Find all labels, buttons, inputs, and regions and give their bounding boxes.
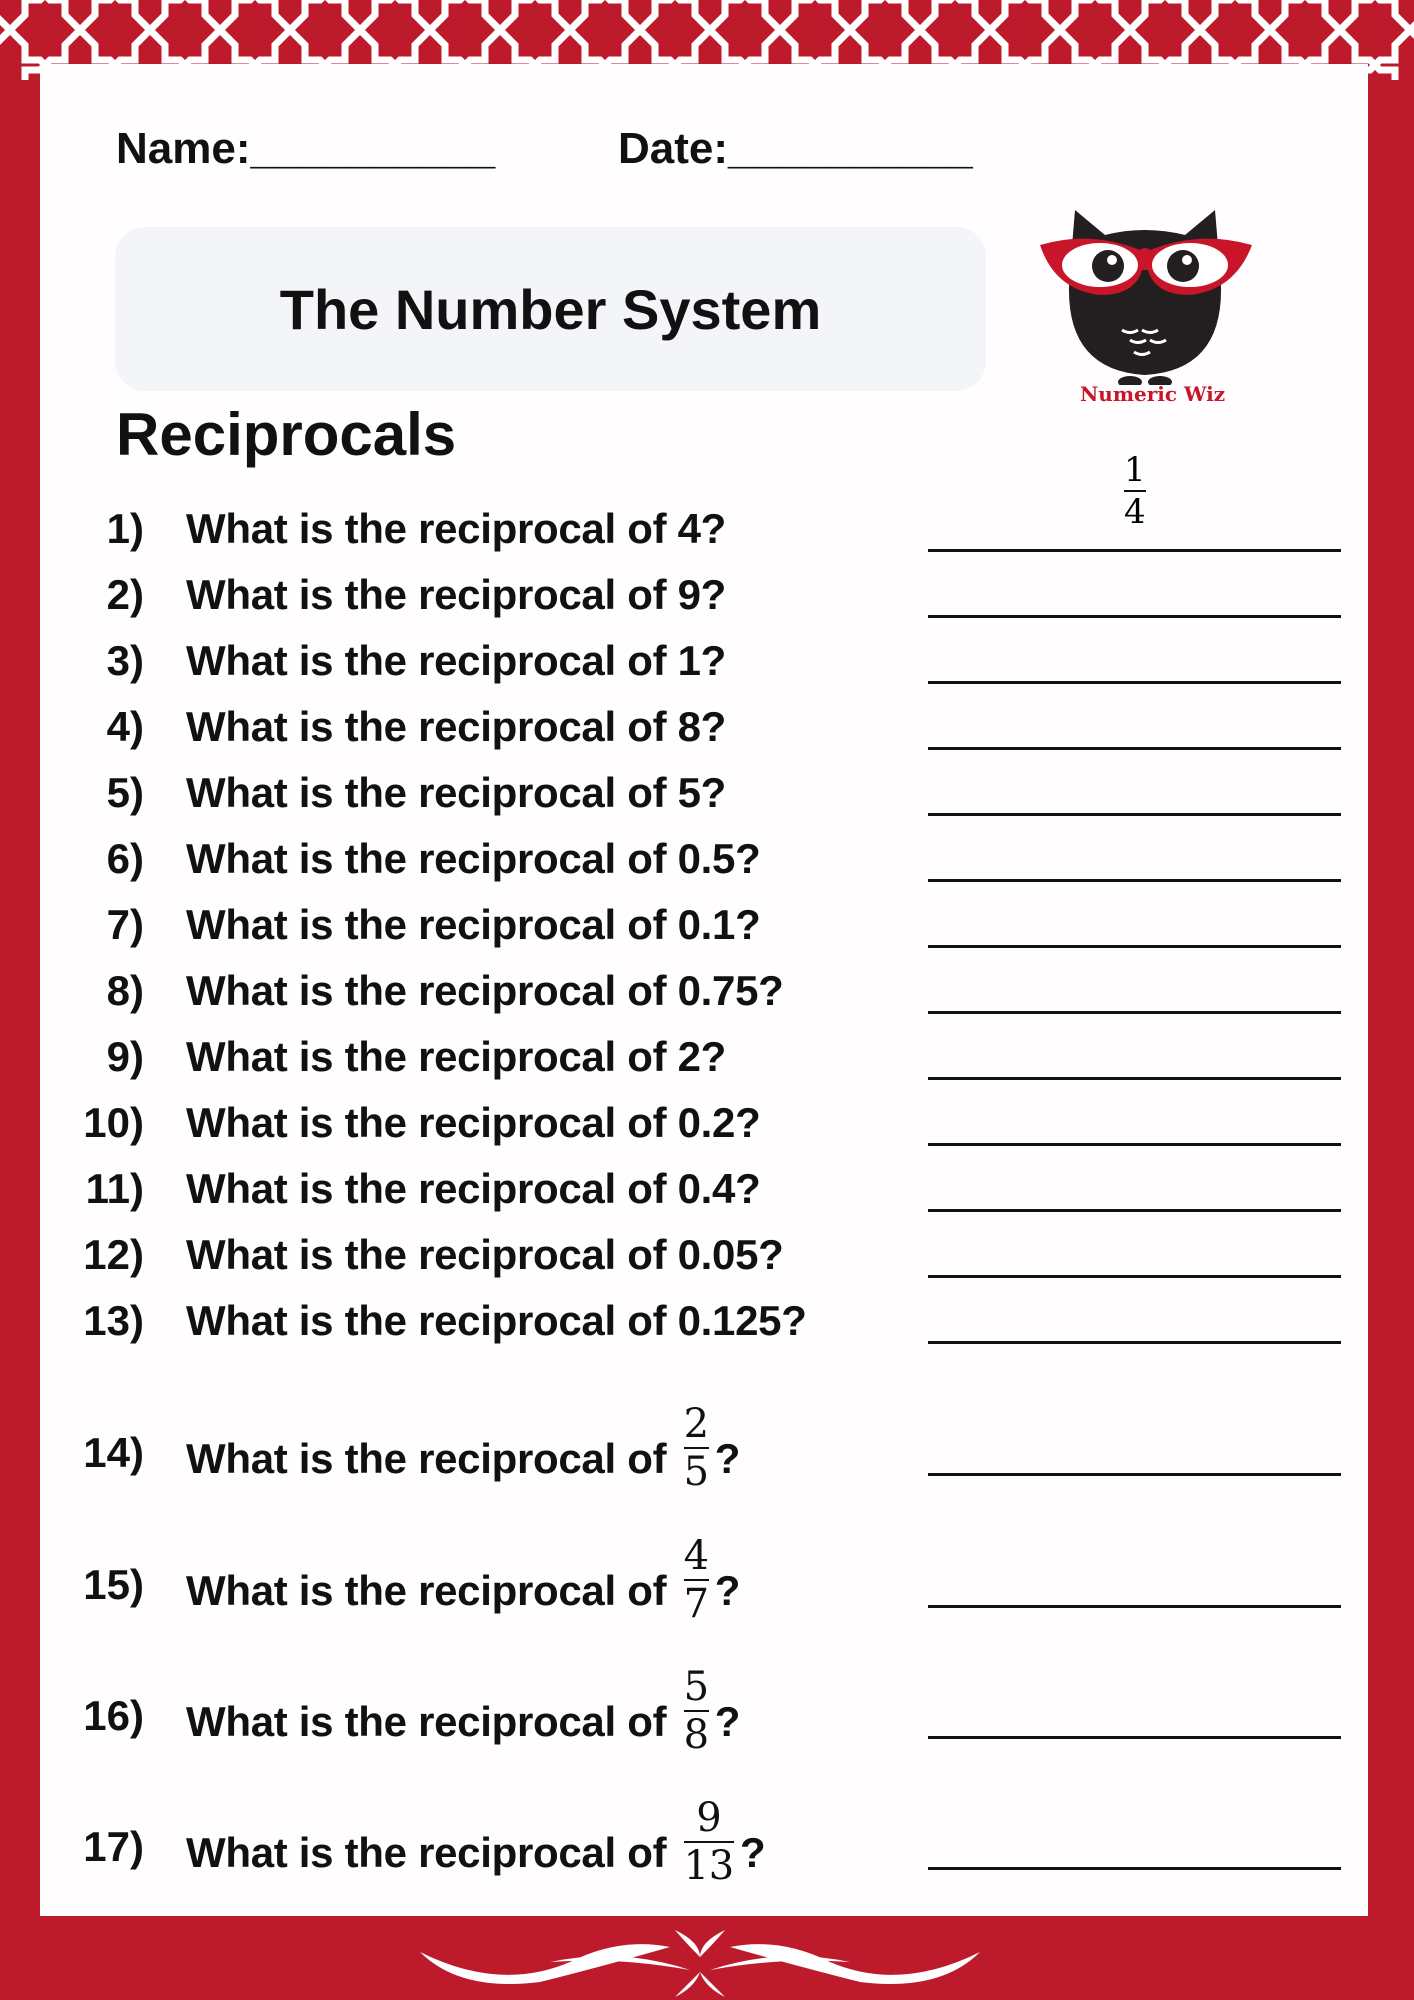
question-label: What is the reciprocal of 1? bbox=[186, 637, 727, 684]
denominator: 8 bbox=[683, 1712, 709, 1758]
question-label: What is the reciprocal of 0.05? bbox=[186, 1231, 784, 1278]
question-label: What is the reciprocal of 8? bbox=[186, 703, 727, 750]
question-number: 2) bbox=[106, 571, 144, 618]
question-label: What is the reciprocal of 0.125? bbox=[186, 1297, 807, 1344]
question-row bbox=[0, 1093, 1414, 1153]
question-row bbox=[0, 1533, 1414, 1627]
answer-line[interactable] bbox=[928, 1473, 1341, 1476]
question-text bbox=[186, 835, 760, 883]
question-number: 16) bbox=[83, 1692, 144, 1739]
answer-line[interactable] bbox=[928, 615, 1341, 618]
page-title: The Number System bbox=[115, 227, 986, 391]
numerator: 5 bbox=[683, 1664, 709, 1710]
question-label: What is the reciprocal of 0.5? bbox=[186, 835, 761, 882]
question-text bbox=[186, 769, 726, 817]
question-number: 17) bbox=[83, 1823, 144, 1870]
question-mark: ? bbox=[714, 1567, 741, 1615]
question-text bbox=[186, 1664, 741, 1758]
answer-line[interactable] bbox=[928, 1209, 1341, 1212]
denominator: 7 bbox=[683, 1581, 709, 1627]
numerator: 1 bbox=[1124, 450, 1146, 490]
question-text bbox=[186, 703, 726, 751]
question-text bbox=[186, 901, 760, 949]
answer-line[interactable] bbox=[928, 1275, 1341, 1278]
answer-line[interactable] bbox=[928, 1011, 1341, 1014]
question-number: 14) bbox=[83, 1429, 144, 1476]
question-row bbox=[0, 1027, 1414, 1087]
question-label: What is the reciprocal of bbox=[186, 1567, 667, 1615]
question-row bbox=[0, 1291, 1414, 1351]
question-row bbox=[0, 1159, 1414, 1219]
question-text bbox=[186, 571, 726, 619]
question-text bbox=[186, 1533, 741, 1627]
question-number: 8) bbox=[106, 967, 144, 1014]
question-number: 4) bbox=[106, 703, 144, 750]
section-heading: Reciprocals bbox=[116, 401, 457, 468]
question-text bbox=[186, 1401, 741, 1495]
question-label: What is the reciprocal of 9? bbox=[186, 571, 727, 618]
question-label: What is the reciprocal of bbox=[186, 1435, 667, 1483]
question-row bbox=[0, 1664, 1414, 1758]
brand-name: Numeric Wiz bbox=[1080, 382, 1226, 406]
numerator: 9 bbox=[696, 1795, 722, 1841]
question-fraction bbox=[684, 1664, 709, 1758]
question-text bbox=[186, 637, 726, 685]
question-label: What is the reciprocal of 2? bbox=[186, 1033, 727, 1080]
question-number: 13) bbox=[83, 1297, 144, 1344]
question-label: What is the reciprocal of 0.1? bbox=[186, 901, 761, 948]
question-number: 6) bbox=[106, 835, 144, 882]
question-row bbox=[0, 895, 1414, 955]
question-number: 15) bbox=[83, 1561, 144, 1608]
question-text bbox=[186, 1165, 760, 1213]
question-mark: ? bbox=[739, 1829, 766, 1877]
question-label: What is the reciprocal of 5? bbox=[186, 769, 727, 816]
question-label: What is the reciprocal of 0.4? bbox=[186, 1165, 761, 1212]
question-text bbox=[186, 1795, 766, 1889]
answer-line[interactable] bbox=[928, 1077, 1341, 1080]
decorative-flourish bbox=[400, 1922, 1000, 2000]
question-row bbox=[0, 499, 1414, 559]
answer-line[interactable] bbox=[928, 945, 1341, 948]
question-row bbox=[0, 961, 1414, 1021]
question-text bbox=[186, 1231, 784, 1279]
question-fraction bbox=[684, 1533, 709, 1627]
question-mark: ? bbox=[714, 1435, 741, 1483]
answer-line[interactable] bbox=[928, 1867, 1341, 1870]
answer-line[interactable] bbox=[928, 813, 1341, 816]
answer-line[interactable] bbox=[928, 747, 1341, 750]
question-number: 12) bbox=[83, 1231, 144, 1278]
numerator: 2 bbox=[683, 1401, 709, 1447]
question-text bbox=[186, 967, 784, 1015]
date-field[interactable]: Date:__________ bbox=[618, 124, 973, 173]
question-row bbox=[0, 631, 1414, 691]
denominator: 4 bbox=[1124, 492, 1146, 532]
question-row bbox=[0, 763, 1414, 823]
numerator: 4 bbox=[683, 1533, 709, 1579]
question-number: 3) bbox=[106, 637, 144, 684]
question-number: 11) bbox=[85, 1165, 144, 1212]
question-label: What is the reciprocal of 0.2? bbox=[186, 1099, 761, 1146]
question-text bbox=[186, 1033, 726, 1081]
question-number: 1) bbox=[106, 505, 144, 552]
question-text bbox=[186, 505, 726, 553]
question-row bbox=[0, 565, 1414, 625]
answer-line[interactable] bbox=[928, 681, 1341, 684]
answer-line[interactable] bbox=[928, 549, 1341, 552]
answer-line[interactable] bbox=[928, 1341, 1341, 1344]
question-row bbox=[0, 697, 1414, 757]
question-row bbox=[0, 1225, 1414, 1285]
question-mark: ? bbox=[714, 1698, 741, 1746]
question-number: 9) bbox=[106, 1033, 144, 1080]
question-number: 5) bbox=[106, 769, 144, 816]
answer-line[interactable] bbox=[928, 879, 1341, 882]
question-text bbox=[186, 1099, 760, 1147]
question-label: What is the reciprocal of 4? bbox=[186, 505, 727, 552]
name-field[interactable]: Name:__________ bbox=[116, 124, 496, 173]
answer-line[interactable] bbox=[928, 1736, 1341, 1739]
answer-line[interactable] bbox=[928, 1605, 1341, 1608]
question-label: What is the reciprocal of bbox=[186, 1829, 667, 1877]
question-row bbox=[0, 1401, 1414, 1495]
question-row bbox=[0, 1795, 1414, 1889]
owl-logo-icon bbox=[1030, 190, 1260, 385]
answer-line[interactable] bbox=[928, 1143, 1341, 1146]
question-number: 10) bbox=[83, 1099, 144, 1146]
question-label: What is the reciprocal of 0.75? bbox=[186, 967, 784, 1014]
question-text bbox=[186, 1297, 807, 1345]
question-number: 7) bbox=[106, 901, 144, 948]
denominator: 13 bbox=[683, 1843, 734, 1889]
question-label: What is the reciprocal of bbox=[186, 1698, 667, 1746]
question-fraction bbox=[684, 1401, 709, 1495]
question-row bbox=[0, 829, 1414, 889]
denominator: 5 bbox=[683, 1449, 709, 1495]
question-fraction bbox=[684, 1795, 734, 1889]
